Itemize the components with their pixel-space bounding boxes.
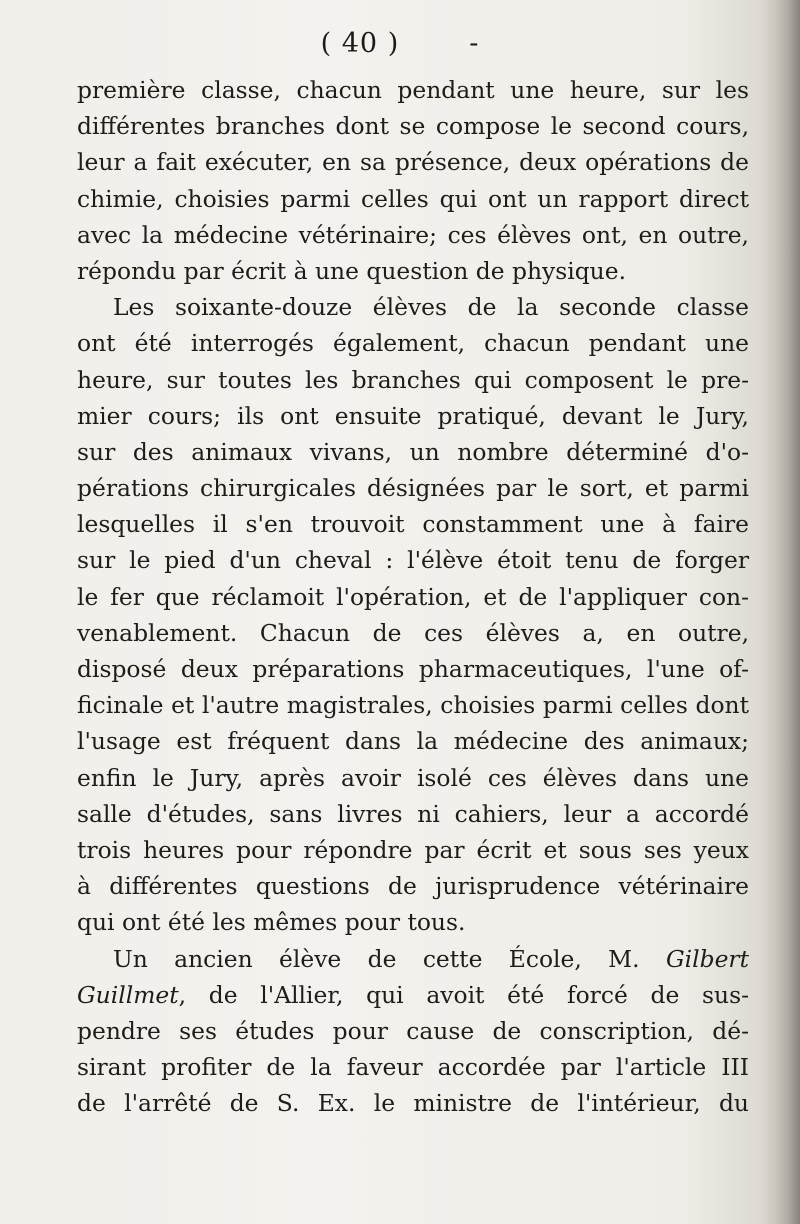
page-number: ( 40 ) <box>320 28 400 59</box>
text-line: à différentes questions de jurisprudence vétérinaire <box>77 872 749 901</box>
text-line: pérations chirurgicales désignées par le sort, et parmi <box>77 474 749 503</box>
text-line: le fer que réclamoit l'opération, et de l'appliquer con- <box>77 582 749 611</box>
text-line: avec la médecine vétérinaire; ces élèves ont, en outre, <box>77 220 749 249</box>
text-line: première classe, chacun pendant une heure, sur les <box>77 76 749 104</box>
text-line: sirant profiter de la faveur accordée par l'article III <box>77 1053 749 1082</box>
text-line: Les soixante-douze élèves de la seconde classe <box>113 293 749 322</box>
text-line: enfin le Jury, après avoir isolé ces élèves dans une <box>77 763 749 792</box>
text-run: Un ancien élève de cette École, M. <box>113 944 666 973</box>
paragraph-3 <box>77 941 749 1122</box>
page-body <box>77 72 749 1121</box>
text-line: ont été interrogés également, chacun pendant une <box>77 329 749 358</box>
person-name-last: Guillmet <box>77 980 179 1009</box>
text-line: trois heures pour répondre par écrit et sous ses yeux <box>77 835 749 864</box>
text-line: chimie, choisies parmi celles qui ont un rapport direct <box>77 184 749 213</box>
text-line <box>77 941 749 977</box>
text-line: différentes branches dont se compose le second cours, <box>77 112 749 141</box>
text-line: qui ont été les mêmes pour tous. <box>77 908 466 937</box>
text-run: , de l'Allier, qui avoit été forcé de sus- <box>178 980 749 1009</box>
paragraph-1 <box>77 72 749 289</box>
text-line: leur a fait exécuter, en sa présence, deux opérations de <box>77 148 749 177</box>
text-line <box>77 977 749 1013</box>
text-line: de l'arrêté de S. Ex. le ministre de l'intérieur, du <box>77 1089 749 1118</box>
text-line: disposé deux préparations pharmaceutiques, l'une of- <box>77 655 749 683</box>
text-line: sur le pied d'un cheval : l'élève étoit tenu de forger <box>77 546 749 575</box>
text-line: pendre ses études pour cause de conscription, dé- <box>77 1016 749 1045</box>
text-line: lesquelles il s'en trouvoit constamment une à faire <box>77 510 749 539</box>
text-line: l'usage est fréquent dans la médecine des animaux; <box>77 727 749 756</box>
person-name-first: Gilbert <box>665 944 749 973</box>
text-line: sur des animaux vivans, un nombre déterminé d'o- <box>77 437 749 466</box>
page-mark: - <box>469 28 480 59</box>
text-line: répondu par écrit à une question de physique. <box>77 256 627 285</box>
text-line: venablement. Chacun de ces élèves a, en outre, <box>77 618 749 647</box>
text-line: heure, sur toutes les branches qui composent le pre- <box>77 365 749 394</box>
text-line: mier cours; ils ont ensuite pratiqué, devant le Jury, <box>77 401 749 430</box>
paragraph-2 <box>77 289 749 940</box>
page-gutter-shadow <box>760 0 800 1224</box>
page-number-header <box>0 28 800 59</box>
text-line: ficinale et l'autre magistrales, choisies parmi celles dont <box>77 691 749 720</box>
text-line: salle d'études, sans livres ni cahiers, leur a accordé <box>77 799 749 828</box>
